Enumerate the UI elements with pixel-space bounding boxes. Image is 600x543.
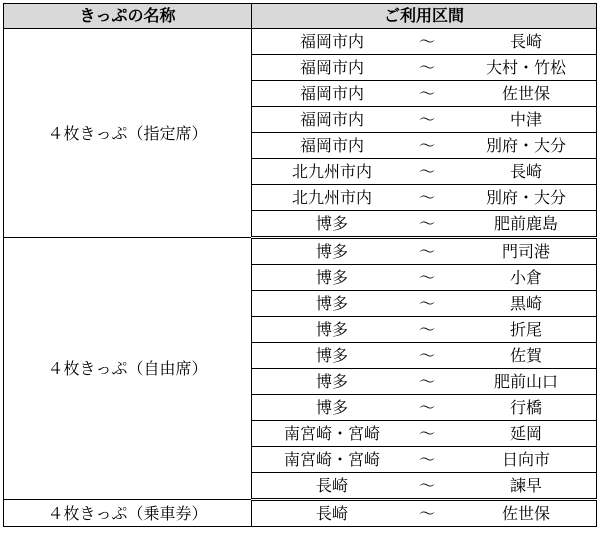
route-from: 博多 [315, 346, 348, 365]
route-from: 博多 [315, 320, 348, 339]
route-separator: ～ [418, 476, 435, 495]
table-body [4, 29, 597, 527]
route [252, 211, 596, 236]
route-from: 博多 [315, 242, 348, 261]
route [252, 185, 596, 210]
route-cell [252, 29, 597, 55]
route-to: 黒崎 [509, 294, 542, 313]
route-cell [252, 369, 597, 395]
route [252, 473, 596, 498]
route [252, 369, 596, 394]
route-separator: ～ [418, 346, 435, 365]
route-cell [252, 107, 597, 133]
route-from: 南宮崎・宮崎 [283, 424, 380, 443]
route-separator: ～ [418, 398, 435, 417]
route-from: 長崎 [315, 476, 348, 495]
route-from: 博多 [315, 372, 348, 391]
route-to: 別府・大分 [485, 136, 566, 155]
route-cell [252, 81, 597, 107]
route-cell [252, 500, 597, 527]
route-cell [252, 343, 597, 369]
route [252, 291, 596, 316]
route-to: 小倉 [509, 268, 542, 287]
route-separator: ～ [418, 242, 435, 261]
route-to: 中津 [509, 110, 542, 129]
route-from: 博多 [315, 398, 348, 417]
route-cell [252, 238, 597, 265]
route-from: 南宮崎・宮崎 [283, 450, 380, 469]
route-separator: ～ [418, 162, 435, 181]
route-from: 長崎 [315, 504, 348, 523]
route-from: 北九州市内 [291, 188, 372, 207]
table-row [4, 500, 597, 527]
route-to: 肥前鹿島 [493, 214, 558, 233]
route-separator: ～ [418, 214, 435, 233]
route [252, 421, 596, 446]
route-to: 長崎 [509, 162, 542, 181]
route-to: 門司港 [501, 242, 550, 261]
route-cell [252, 159, 597, 185]
route-separator: ～ [418, 320, 435, 339]
route-cell [252, 395, 597, 421]
route-separator: ～ [418, 424, 435, 443]
route-separator: ～ [418, 110, 435, 129]
route-from: 博多 [315, 214, 348, 233]
route [252, 239, 596, 264]
table-row [4, 238, 597, 265]
route [252, 265, 596, 290]
route [252, 133, 596, 158]
route-to: 別府・大分 [485, 188, 566, 207]
table-row [4, 29, 597, 55]
route-cell [252, 211, 597, 238]
route-separator: ～ [418, 372, 435, 391]
route-to: 延岡 [509, 424, 542, 443]
route [252, 55, 596, 80]
route-cell [252, 317, 597, 343]
route-from: 博多 [315, 268, 348, 287]
route-cell [252, 421, 597, 447]
route-to: 長崎 [509, 32, 542, 51]
ticket-name-cell: ４枚きっぷ（自由席） [4, 238, 252, 500]
route-to: 日向市 [501, 450, 550, 469]
route-separator: ～ [418, 136, 435, 155]
route-separator: ～ [418, 450, 435, 469]
route-separator: ～ [418, 32, 435, 51]
route-cell [252, 133, 597, 159]
route [252, 159, 596, 184]
route-cell [252, 265, 597, 291]
route-to: 佐世保 [501, 84, 550, 103]
route-from: 福岡市内 [299, 84, 364, 103]
route-cell [252, 55, 597, 81]
route-cell [252, 473, 597, 500]
route-to: 大村・竹松 [485, 58, 566, 77]
route-from: 北九州市内 [291, 162, 372, 181]
route-to: 肥前山口 [493, 372, 558, 391]
route-from: 福岡市内 [299, 110, 364, 129]
route [252, 343, 596, 368]
route-from: 福岡市内 [299, 58, 364, 77]
ticket-table [3, 3, 597, 527]
route [252, 29, 596, 54]
table-header-row [4, 4, 597, 29]
route-cell [252, 291, 597, 317]
route-cell [252, 447, 597, 473]
route [252, 317, 596, 342]
route-from: 博多 [315, 294, 348, 313]
header-route: ご利用区間 [252, 4, 597, 29]
route-separator: ～ [418, 58, 435, 77]
route-from: 福岡市内 [299, 136, 364, 155]
route-to: 折尾 [509, 320, 542, 339]
route-separator: ～ [418, 188, 435, 207]
route-to: 佐世保 [501, 504, 550, 523]
route-to: 行橋 [509, 398, 542, 417]
ticket-name-cell: ４枚きっぷ（指定席） [4, 29, 252, 238]
route [252, 395, 596, 420]
ticket-name-cell: ４枚きっぷ（乗車券） [4, 500, 252, 527]
route-from: 福岡市内 [299, 32, 364, 51]
route-separator: ～ [418, 294, 435, 313]
header-ticket-name: きっぷの名称 [4, 4, 252, 29]
route-to: 佐賀 [509, 346, 542, 365]
route-cell [252, 185, 597, 211]
route [252, 81, 596, 106]
route [252, 501, 596, 526]
route-to: 諫早 [509, 476, 542, 495]
route [252, 447, 596, 472]
route-separator: ～ [418, 504, 435, 523]
route [252, 107, 596, 132]
route-separator: ～ [418, 268, 435, 287]
route-separator: ～ [418, 84, 435, 103]
